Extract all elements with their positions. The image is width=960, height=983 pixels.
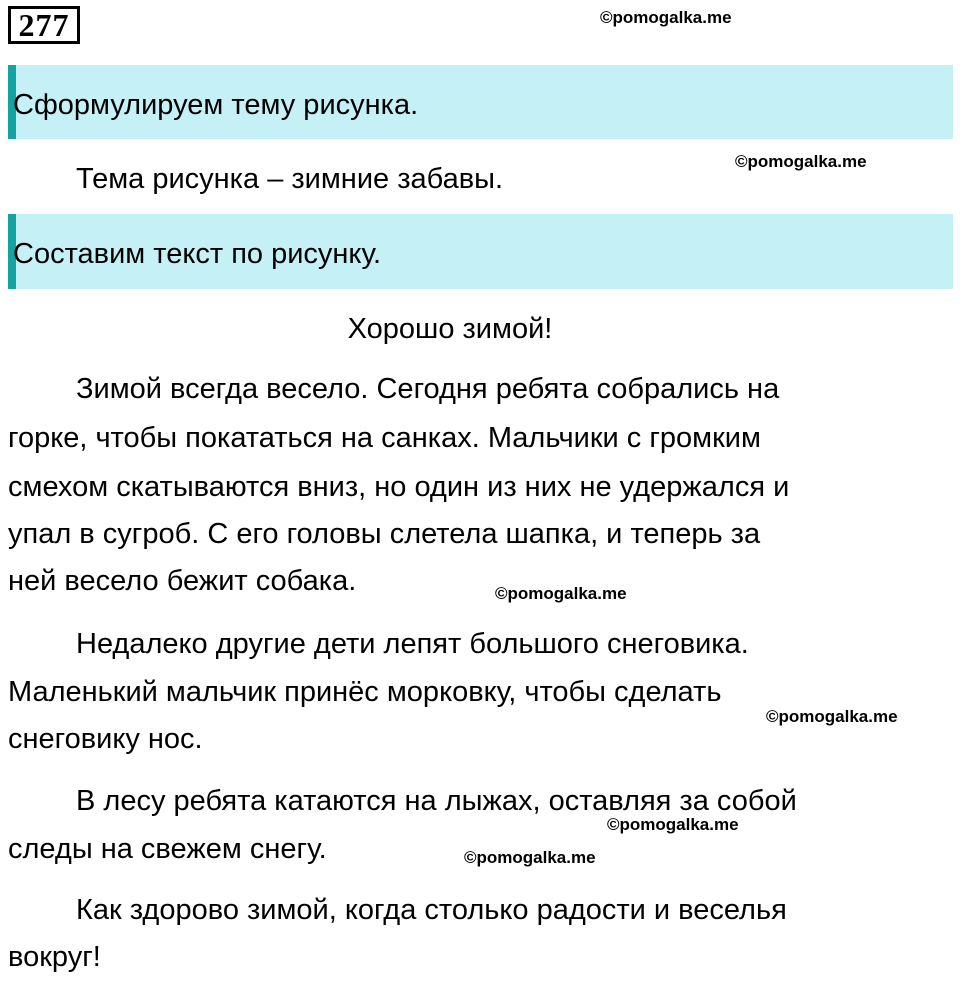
section-heading: Сформулируем тему рисунка. [13,89,419,121]
watermark: ©pomogalka.me [600,8,732,27]
watermark: ©pomogalka.me [607,815,739,834]
story-line: Зимой всегда весело. Сегодня ребята собрались на [76,373,780,405]
story-line: Маленький мальчик принёс морковку, чтобы сделать [8,676,722,708]
section-heading: Составим текст по рисунку. [13,238,382,270]
story-title: Хорошо зимой! [347,313,553,345]
story-line: ней весело бежит собака. [8,565,357,597]
story-line: упал в сугроб. С его головы слетела шапка, и теперь за [8,518,761,550]
story-line: Как здорово зимой, когда столько радости и веселья [76,894,787,926]
story-line: вокруг! [8,941,101,973]
story-line: следы на свежем снегу. [8,833,327,865]
watermark: ©pomogalka.me [495,584,627,603]
watermark: ©pomogalka.me [464,848,596,867]
story-line: снеговику нос. [8,723,203,755]
watermark: ©pomogalka.me [735,152,867,171]
watermark: ©pomogalka.me [766,707,898,726]
theme-answer: Тема рисунка – зимние забавы. [76,163,504,195]
story-line: Недалеко другие дети лепят большого снеговика. [76,628,749,660]
task-number: 277 [8,6,80,44]
story-line: горке, чтобы покататься на санках. Мальчики с громким [8,422,761,454]
story-line: В лесу ребята катаются на лыжах, оставляя за собой [76,785,797,817]
story-line: смехом скатываются вниз, но один из них не удержался и [8,471,790,503]
